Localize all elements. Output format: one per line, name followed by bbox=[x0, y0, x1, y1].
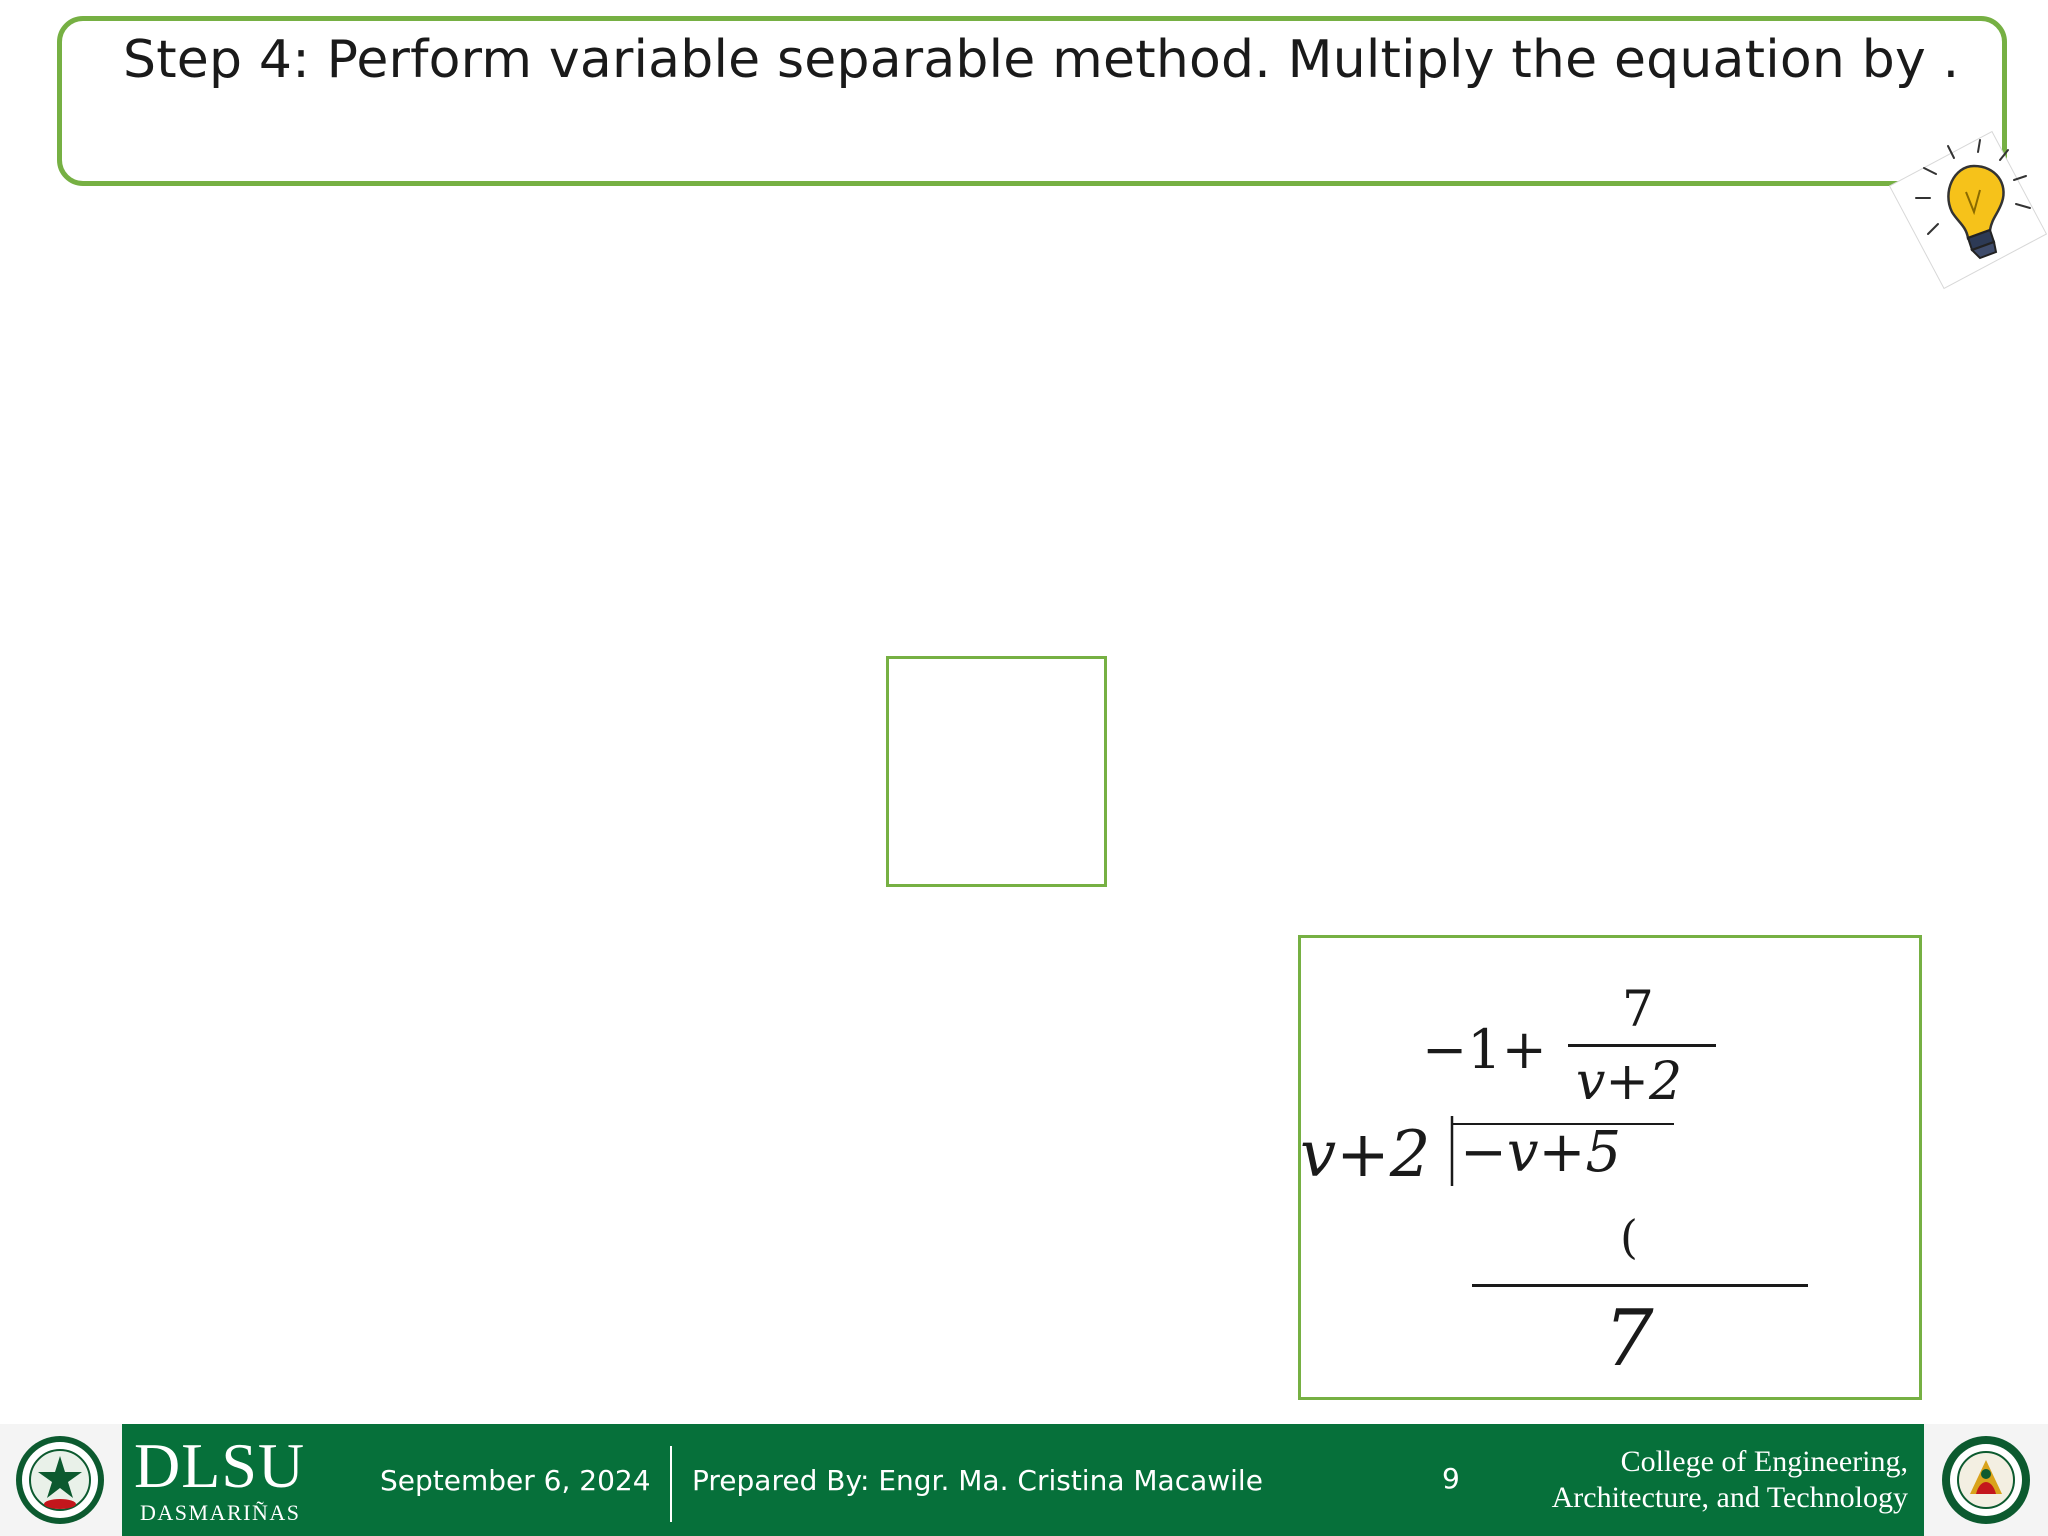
college-line-1: College of Engineering, bbox=[1620, 1445, 1908, 1478]
dlsu-logo-subtitle: DASMARIÑAS bbox=[140, 1500, 301, 1525]
fraction-numerator: 7 bbox=[1622, 980, 1654, 1038]
page-number: 9 bbox=[1442, 1462, 1460, 1495]
footer-divider bbox=[670, 1446, 672, 1522]
footer-prepared-by: Prepared By: Engr. Ma. Cristina Macawile bbox=[692, 1464, 1263, 1497]
paren-glyph: ( bbox=[1620, 1210, 1638, 1264]
college-name bbox=[1552, 1444, 1908, 1516]
remainder-line bbox=[1472, 1284, 1808, 1287]
lightbulb-icon bbox=[1888, 130, 2048, 290]
fraction-denominator: v+2 bbox=[1576, 1052, 1683, 1112]
step-title: Step 4: Perform variable separable method. Multiply the equation by . bbox=[123, 30, 1960, 90]
footer-date: September 6, 2024 bbox=[380, 1464, 651, 1497]
quotient-term: −1+ bbox=[1422, 1018, 1547, 1081]
college-line-2: Architecture, and Technology bbox=[1551, 1481, 1908, 1514]
remainder: 7 bbox=[1604, 1294, 1654, 1384]
dlsu-logo-text: DLSU bbox=[134, 1430, 306, 1501]
college-seal-icon bbox=[1940, 1434, 2032, 1526]
divisor: v+2 bbox=[1300, 1118, 1431, 1192]
empty-equation-box bbox=[886, 656, 1107, 887]
dividend: −v+5 bbox=[1460, 1120, 1622, 1185]
fraction-bar bbox=[1568, 1044, 1716, 1047]
footer-bar bbox=[0, 1424, 2048, 1536]
dlsu-seal-icon bbox=[14, 1434, 106, 1526]
